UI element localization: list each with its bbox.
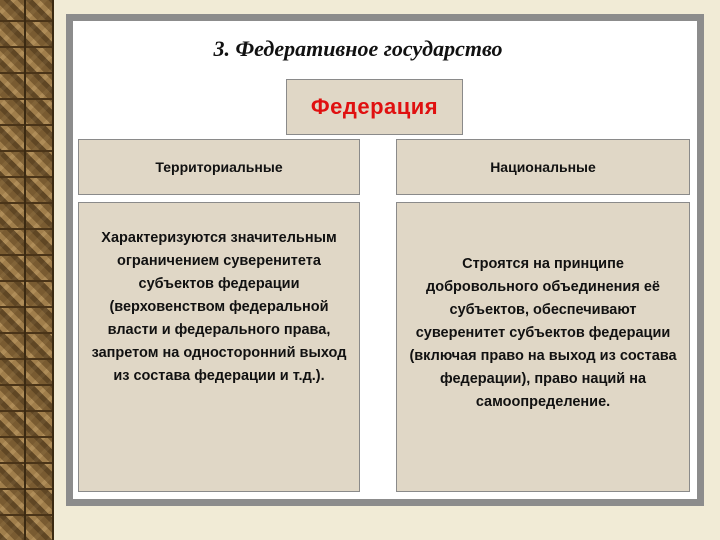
federation-root-box xyxy=(286,79,463,135)
federation-root-label: Федерация xyxy=(310,94,439,119)
national-description-text: Строятся на принципе добровольного объединения её субъектов, обеспечивают суверенитет субъектов федерации (включая право на выход из состава федерации), право наций на самоопределение. xyxy=(409,256,677,410)
territorial-description-text: Характеризуются значительным ограничением суверенитета субъектов федерации (верховенством федеральной власти и федерального права, запретом на односторонний выход из состава федерации и т.д.). xyxy=(91,230,347,384)
territorial-header-box xyxy=(78,139,360,195)
decorative-side-strip xyxy=(0,0,54,540)
national-header-label: Национальные xyxy=(490,159,596,175)
territorial-description-box xyxy=(78,202,360,492)
national-description-box xyxy=(396,202,690,492)
slide-title: 3. Федеративное государство xyxy=(213,36,503,61)
national-header-box xyxy=(396,139,690,195)
territorial-header-label: Территориальные xyxy=(155,159,283,175)
